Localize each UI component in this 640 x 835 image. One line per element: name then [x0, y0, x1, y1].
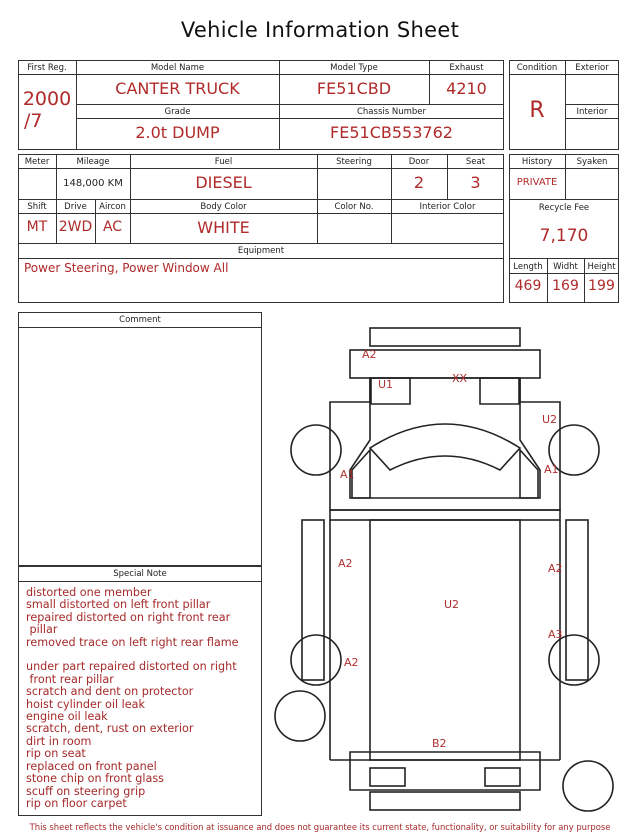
first-reg-label: First Reg.	[27, 63, 67, 73]
special-note-item: engine oil leak	[26, 710, 108, 724]
page-title: Vehicle Information Sheet	[180, 18, 460, 42]
special-note-item: rip on seat	[26, 747, 86, 761]
color-no-label: Color No.	[334, 202, 374, 212]
syaken-label: Syaken	[576, 157, 608, 167]
rear-bumper	[370, 792, 520, 810]
disclaimer-footer: This sheet reflects the vehicle's condition at issuance and does not guarantee its current state, functionality, or suitability for any purpose	[29, 822, 611, 832]
exhaust-value: 4210	[446, 79, 487, 98]
history-value: PRIVATE	[516, 177, 558, 188]
rear-right-wheel-1	[549, 635, 599, 685]
condition-label: Condition	[516, 63, 558, 73]
interior-color-label: Interior Color	[419, 202, 476, 212]
windshield	[370, 424, 520, 470]
exhaust-label: Exhaust	[449, 63, 484, 73]
shift-label: Shift	[27, 202, 47, 212]
damage-mark: A2	[338, 557, 353, 570]
mileage-label: Mileage	[76, 157, 110, 167]
aircon-label: Aircon	[99, 202, 126, 212]
special-note-item: replaced on front panel	[26, 759, 157, 773]
special-note-item: stone chip on front glass	[26, 772, 164, 786]
model-name-label: Model Name	[150, 63, 205, 73]
damage-mark: A1	[340, 468, 355, 481]
width-label: Widht	[553, 262, 578, 272]
comment-label: Comment	[119, 315, 161, 325]
damage-marks	[338, 348, 563, 750]
cab-inner	[350, 378, 540, 498]
aircon-value: AC	[102, 219, 123, 235]
model-name-value: CANTER TRUCK	[115, 79, 240, 98]
special-notes-list	[26, 587, 239, 810]
rear-right-wheel-2	[563, 761, 613, 811]
mileage-value: 148,000 KM	[63, 178, 123, 189]
recycle-fee-value: 7,170	[539, 226, 589, 246]
body-color-value: WHITE	[197, 218, 250, 237]
comment-box	[18, 312, 262, 566]
damage-mark: A2	[344, 656, 359, 669]
special-note-item: rip on floor carpet	[26, 796, 127, 810]
right-window	[480, 378, 519, 404]
left-door	[352, 450, 370, 498]
damage-mark: A2	[548, 562, 563, 575]
first-reg-month: /7	[24, 110, 43, 132]
meter-label: Meter	[24, 157, 50, 167]
front-left-wheel	[291, 425, 341, 475]
shift-value: MT	[26, 219, 48, 235]
rear-left-wheel-2	[275, 691, 325, 741]
cargo-bed	[330, 510, 560, 520]
length-label: Length	[513, 262, 543, 272]
special-note-item: removed trace on left right rear flame	[26, 635, 239, 649]
special-note-item: repaired distorted on right front rear pillar	[26, 610, 231, 637]
equipment-label: Equipment	[237, 246, 285, 256]
history-label: History	[521, 157, 553, 167]
recycle-fee-label: Recycle Fee	[538, 203, 590, 213]
first-reg-year: 2000	[22, 88, 72, 110]
truck-diagram	[270, 320, 630, 820]
damage-mark: U1	[378, 378, 394, 391]
seat-label: Seat	[465, 157, 486, 167]
special-note-item: under part repaired distorted on right front rear pillar	[26, 660, 237, 686]
special-note-label: Special Note	[113, 569, 167, 579]
door-label: Door	[408, 157, 430, 167]
width-value: 169	[552, 278, 579, 294]
rear-left-wheel-1	[291, 635, 341, 685]
special-note-item: distorted one member	[26, 586, 152, 599]
front-panel	[350, 350, 540, 378]
special-note-item: small distorted on left front pillar	[26, 598, 211, 612]
interior-label: Interior	[576, 107, 608, 117]
cab-outline	[330, 378, 560, 510]
grade-value: 2.0t DUMP	[135, 123, 220, 142]
model-type-label: Model Type	[330, 63, 378, 73]
rear-light-right	[485, 768, 520, 786]
damage-mark: U2	[542, 413, 558, 426]
grade-label: Grade	[164, 107, 191, 117]
special-note-item: scuff on steering grip	[26, 784, 146, 798]
height-label: Height	[587, 262, 616, 272]
special-note-item: scratch, dent, rust on exterior	[26, 722, 194, 736]
damage-mark: A2	[362, 348, 377, 361]
length-value: 469	[514, 278, 542, 294]
special-note-item: hoist cylinder oil leak	[26, 697, 145, 711]
drive-value: 2WD	[58, 219, 93, 235]
body-color-label: Body Color	[200, 202, 247, 212]
rear-frame	[350, 752, 540, 790]
cargo-bed-floor	[370, 520, 520, 760]
damage-mark: A1	[544, 463, 559, 476]
drive-label: Drive	[64, 202, 87, 212]
fuel-value: DIESEL	[195, 173, 252, 192]
seat-value: 3	[470, 173, 481, 192]
equipment-value: Power Steering, Power Window All	[24, 261, 229, 275]
model-type-value: FE51CBD	[316, 79, 392, 98]
chassis-number-label: Chassis Number	[356, 107, 427, 117]
left-side-panel	[302, 520, 324, 680]
special-note-item: scratch and dent on protector	[26, 685, 194, 699]
height-value: 199	[588, 278, 615, 294]
condition-value: R	[529, 98, 545, 123]
exterior-label: Exterior	[575, 63, 609, 73]
front-bumper	[370, 328, 520, 346]
door-value: 2	[413, 173, 425, 192]
damage-mark: XX	[452, 372, 468, 385]
rear-light-left	[370, 768, 405, 786]
right-side-panel	[566, 520, 588, 680]
damage-mark: U2	[444, 598, 460, 611]
damage-mark: B2	[432, 737, 447, 750]
damage-mark: A3	[548, 628, 563, 641]
special-note-item: dirt in room	[26, 734, 92, 748]
steering-label: Steering	[336, 157, 372, 167]
chassis-number-value: FE51CB553762	[330, 123, 453, 142]
right-door	[520, 450, 538, 498]
fuel-label: Fuel	[214, 157, 233, 167]
